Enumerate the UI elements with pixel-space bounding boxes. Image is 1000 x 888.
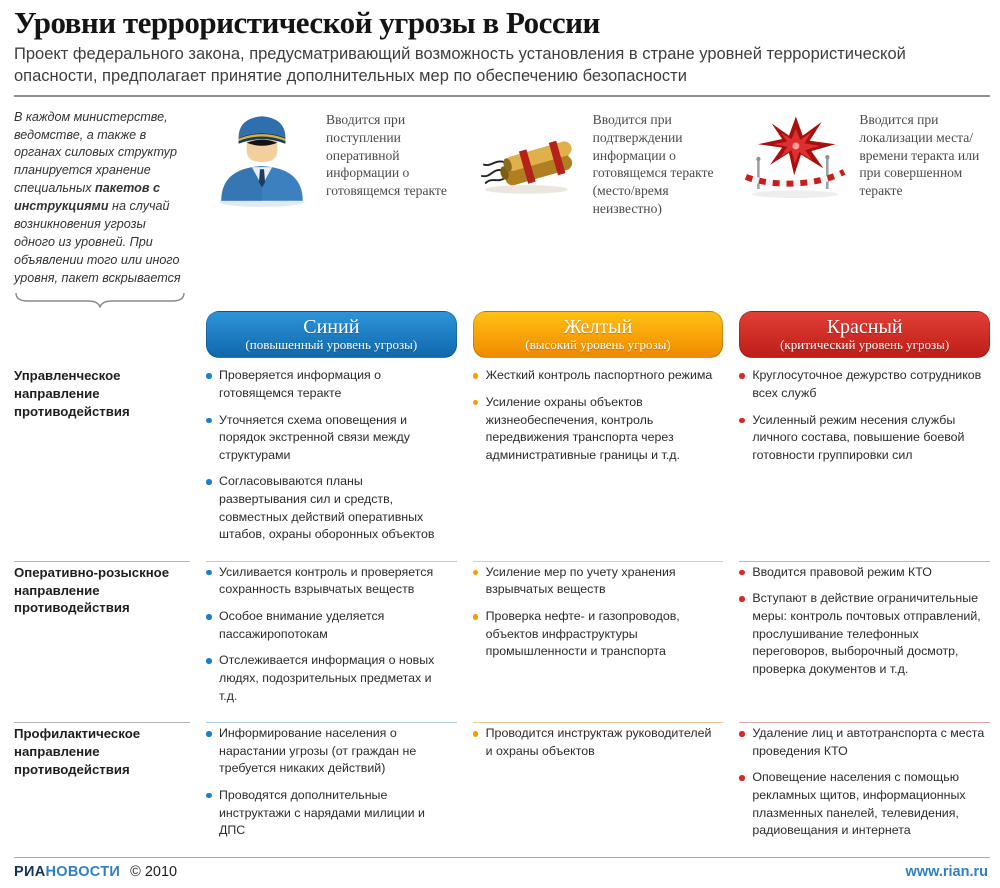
bullet-list bbox=[739, 725, 986, 840]
bullet-list bbox=[206, 564, 453, 705]
intro-blue bbox=[206, 105, 457, 309]
page-subtitle: Проект федерального закона, предусматривающий возможность установления в стране уровней террористической опасности, предполагает принятие дополнительных мер по обеспечению безопасности bbox=[14, 45, 906, 85]
bullet-list bbox=[206, 725, 453, 840]
intro-text-blue: Вводится при поступлении оперативной информации о готовящемся теракте bbox=[326, 111, 447, 199]
copyright-text: © 2010 bbox=[130, 863, 178, 880]
level-name-yellow: Желтый bbox=[563, 315, 633, 338]
header bbox=[14, 6, 990, 97]
bullet-item: Усиление мер по учету хранения взрывчатых веществ bbox=[473, 564, 720, 599]
curly-brace-icon bbox=[14, 292, 186, 308]
bullet-item: Усиление охраны объектов жизнеобеспечения, контроль передвижения транспорта через административные границы и т.д. bbox=[473, 394, 720, 464]
intro-text-yellow: Вводится при подтверждении информации о готовящемся теракте (место/время неизвестно) bbox=[592, 111, 714, 217]
row-label-operative: Оперативно-розыскное направление противодействия bbox=[14, 562, 190, 723]
intro-yellow bbox=[473, 105, 724, 309]
explosion-icon bbox=[739, 107, 851, 209]
bullet-item: Удаление лиц и автотранспорта с места проведения КТО bbox=[739, 725, 986, 760]
header-divider bbox=[14, 95, 990, 97]
level-bar-yellow bbox=[473, 311, 724, 358]
note-bold: пакетов с инструкциями bbox=[14, 181, 160, 213]
bullet-list bbox=[206, 367, 453, 543]
level-name-blue: Синий bbox=[303, 315, 360, 338]
footer bbox=[14, 857, 990, 888]
cell-yellow-management bbox=[473, 365, 724, 561]
bullet-list bbox=[473, 367, 720, 464]
bullet-list bbox=[739, 564, 986, 679]
bullet-item: Проверка нефте- и газопроводов, объектов инфраструктуры промышленности и транспорта bbox=[473, 608, 720, 661]
bullet-item: Жесткий контроль паспортного режима bbox=[473, 367, 720, 385]
bullet-item: Усиливается контроль и проверяется сохранность взрывчатых веществ bbox=[206, 564, 453, 599]
cell-blue-operative bbox=[206, 562, 457, 723]
brand-novosti: НОВОСТИ bbox=[45, 863, 121, 880]
note-before: В каждом министерстве, ведомстве, а также в органах силовых структур планируется хранение специальных bbox=[14, 109, 177, 196]
bullet-item: Особое внимание уделяется пассажиропотокам bbox=[206, 608, 453, 643]
page-title: Уровни террористической угрозы в России bbox=[14, 5, 600, 40]
sidebar-note bbox=[14, 105, 190, 309]
bullet-item: Оповещение населения с помощью рекламных щитов, информационных плазменных панелей, телевидения, радиовещания и интернета bbox=[739, 769, 986, 839]
cell-red-operative bbox=[739, 562, 990, 723]
policeman-icon bbox=[206, 107, 318, 209]
level-name-red: Красный bbox=[826, 315, 903, 338]
note-after: на случай возникновения угрозы одного из уровней. При объявлении того или иного уровня, пакет вскрывается bbox=[14, 199, 181, 285]
bullet-item: Проводятся дополнительные инструктажи с нарядами милиции и ДПС bbox=[206, 787, 453, 840]
bullet-list bbox=[473, 725, 720, 760]
levels-grid bbox=[14, 105, 990, 857]
brand-ria: РИА bbox=[14, 863, 46, 880]
bullet-item: Круглосуточное дежурство сотрудников всех служб bbox=[739, 367, 986, 402]
sidebar-note-text bbox=[14, 109, 190, 288]
bullet-item: Согласовываются планы развертывания сил и средств, совместных действий оперативных штабов, охраны оборонных объектов bbox=[206, 473, 453, 543]
cell-yellow-operative bbox=[473, 562, 724, 723]
dynamite-icon bbox=[473, 107, 585, 209]
cell-blue-preventive bbox=[206, 723, 457, 857]
bullet-list bbox=[739, 367, 986, 464]
bullet-item: Вводится правовой режим КТО bbox=[739, 564, 986, 582]
footer-brand bbox=[14, 864, 177, 880]
intro-red bbox=[739, 105, 990, 309]
row-label-management: Управленческое направление противодействия bbox=[14, 365, 190, 561]
bullet-item: Уточняется схема оповещения и порядок экстренной связи между структурами bbox=[206, 412, 453, 465]
row-label-preventive: Профилактическое направление противодействия bbox=[14, 726, 141, 777]
bullet-item: Информирование населения о нарастании угрозы (от граждан не требуется никаких действий) bbox=[206, 725, 453, 778]
level-note-blue: (повышенный уровень угрозы) bbox=[245, 336, 418, 352]
bullet-item: Проверяется информация о готовящемся теракте bbox=[206, 367, 453, 402]
cell-blue-management bbox=[206, 365, 457, 561]
bullet-list bbox=[473, 564, 720, 661]
bullet-item: Вступают в действие ограничительные меры: контроль почтовых отправлений, прослушивание телефонных переговоров, выборочный досмотр, проверка документов и т.д. bbox=[739, 590, 986, 678]
cell-red-preventive bbox=[739, 723, 990, 857]
footer-site-url: www.rian.ru bbox=[905, 863, 988, 880]
cell-yellow-preventive bbox=[473, 723, 724, 857]
bullet-item: Усиленный режим несения службы личного состава, повышение боевой готовности группировки сил bbox=[739, 412, 986, 465]
intro-text-red: Вводится при локализации места/времени теракта или при совершенном теракте bbox=[859, 111, 980, 199]
bullet-item: Отслеживается информация о новых людях, подозрительных предметах и т.д. bbox=[206, 652, 453, 705]
level-bar-red bbox=[739, 311, 990, 358]
level-note-yellow: (высокий уровень угрозы) bbox=[525, 336, 671, 352]
bullet-item: Проводится инструктаж руководителей и охраны объектов bbox=[473, 725, 720, 760]
level-bar-blue bbox=[206, 311, 457, 358]
cell-red-management bbox=[739, 365, 990, 561]
bar-row-spacer bbox=[14, 308, 190, 365]
level-note-red: (критический уровень угрозы) bbox=[780, 336, 950, 352]
